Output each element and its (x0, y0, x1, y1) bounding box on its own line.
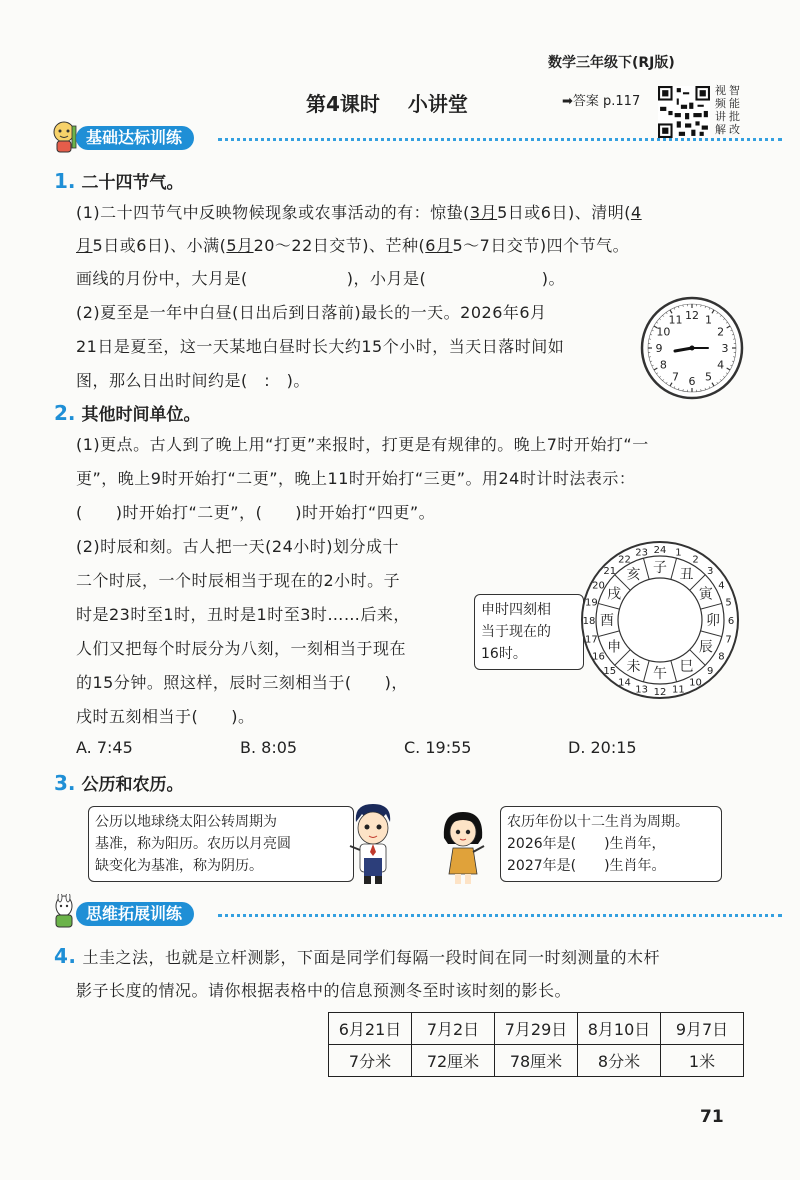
dial-hour-label: 8 (718, 651, 725, 663)
q2-answer-line[interactable]: 戌时五刻相当于( )。 (76, 707, 255, 726)
clock-numeral: 9 (655, 342, 663, 355)
q2-answer-line[interactable]: 的15分钟。照这样，辰时三刻相当于( )， (76, 673, 408, 692)
table-cell: 7分米 (329, 1045, 412, 1077)
clock-numeral: 1 (705, 313, 712, 327)
question-2-title: 2. 其他时间单位。 (54, 401, 201, 425)
book-title: 数学三年级下(RJ版) (548, 55, 675, 71)
option-b[interactable]: B. 8:05 (240, 738, 298, 757)
dial-hour-label: 12 (653, 687, 667, 698)
boy-character-icon (346, 800, 400, 886)
clock-numeral: 7 (672, 370, 679, 384)
clock-numeral: 4 (717, 358, 725, 372)
lunar-calendar-note: 农历年份以十二生肖为周期。 2026年是( )生肖年， 2027年是( )生肖年。 (500, 806, 722, 882)
q2-text-line: 二个时辰，一个时辰相当于现在的2小时。子 (76, 571, 401, 590)
q2-text-line: (2)时辰和刻。古人把一天(24小时)划分成十 (76, 537, 400, 556)
section-title-extend: 思维拓展训练 (76, 902, 194, 926)
table-cell: 6月21日 (329, 1013, 412, 1045)
section-divider (218, 914, 782, 917)
table-row-dates (329, 1013, 744, 1045)
q2-text-line: (1)更点。古人到了晚上用“打更”来报时，打更是有规律的。晚上7时开始打“一 (76, 435, 649, 454)
table-cell: 1米 (661, 1045, 744, 1077)
solar-calendar-note: 公历以地球绕太阳公转周期为 基准，称为阳历。农历以月亮圆 缺变化为基准，称为阴历。 (88, 806, 354, 882)
question-4-line: 4. 土圭之法，也就是立杆测影，下面是同学们每隔一段时间在同一时刻测量的木杆 (54, 944, 661, 968)
dial-hour-label: 16 (592, 651, 605, 663)
page-title (306, 88, 468, 117)
dial-hour-label: 24 (653, 545, 667, 556)
clock-numeral: 11 (668, 313, 683, 327)
dial-hour-label: 17 (585, 634, 598, 646)
q1-text-line: 21日是夏至，这一天某地白昼时长大约15个小时，当天日落时间如 (76, 337, 565, 356)
dial-hour-label: 6 (727, 616, 735, 627)
dial-branch-label: 丑 (679, 567, 694, 584)
clock-numeral: 8 (659, 358, 667, 372)
dial-branch-label: 巳 (679, 658, 694, 675)
dial-branch-label: 卯 (706, 613, 720, 629)
dial-hour-label: 1 (675, 547, 682, 559)
q1-text-line: 月5日或6日)、小满(5月20～22日交节)、芒种(6月5～7日交节)四个节气。 (76, 236, 630, 255)
dial-branch-label: 午 (653, 666, 667, 682)
section-divider (218, 138, 782, 141)
dial-branch-label: 申 (607, 639, 622, 656)
dial-branch-label: 寅 (698, 586, 713, 603)
question-3-title: 3. 公历和农历。 (54, 771, 184, 795)
dial-hour-label: 18 (582, 616, 596, 627)
dial-hour-label: 21 (603, 565, 617, 577)
table-cell: 72厘米 (412, 1045, 495, 1077)
q2-text-line: 更”，晚上9时开始打“二更”，晚上11时开始打“三更”。用24时计时法表示： (76, 469, 636, 488)
dial-hour-label: 3 (707, 565, 714, 577)
dial-hour-label: 23 (635, 547, 648, 559)
lesson-number: 第4课时 (306, 92, 380, 116)
section-banner-basic (46, 124, 786, 154)
dial-branch-label: 酉 (600, 613, 614, 629)
table-cell: 7月2日 (412, 1013, 495, 1045)
dial-branch-label: 未 (626, 658, 641, 675)
clock-numeral: 12 (685, 309, 699, 322)
table-cell: 9月7日 (661, 1013, 744, 1045)
clock-numeral: 3 (721, 342, 729, 355)
dial-hour-label: 20 (592, 580, 605, 592)
q1-answer-line[interactable]: 画线的月份中，大月是( )，小月是( )。 (76, 269, 565, 288)
shichen-dial (580, 540, 740, 700)
section-banner-extend (46, 900, 786, 930)
dial-hour-label: 4 (718, 580, 725, 592)
clock-numeral: 2 (717, 325, 725, 339)
dial-hour-label: 9 (707, 666, 714, 678)
option-a[interactable]: A. 7:45 (76, 738, 133, 757)
dial-inner-ring (618, 578, 702, 662)
clock-numeral: 10 (656, 325, 671, 339)
shadow-length-table (328, 1012, 744, 1077)
option-c[interactable]: C. 19:55 (404, 738, 472, 757)
table-cell: 7月29日 (495, 1013, 578, 1045)
table-cell: 8月10日 (578, 1013, 661, 1045)
dial-hour-label: 7 (725, 634, 732, 646)
answer-reference: ➡答案 p.117 (562, 94, 641, 109)
dial-hour-label: 14 (618, 677, 631, 689)
dial-hour-label: 15 (603, 666, 617, 678)
table-row-lengths (329, 1045, 744, 1077)
clock-numeral: 5 (705, 370, 712, 384)
q1-text-line: (2)夏至是一年中白昼(日出后到日落前)最长的一天。2026年6月 (76, 303, 547, 322)
question-4-line: 影子长度的情况。请你根据表格中的信息预测冬至时该时刻的影长。 (76, 981, 572, 1000)
q2-text-line: 时是23时至1时，丑时是1时至3时……后来， (76, 605, 410, 624)
q2-answer-line[interactable]: ( )时开始打“二更”，( )时开始打“四更”。 (76, 503, 436, 522)
dial-hour-label: 2 (692, 554, 699, 566)
dial-hour-label: 10 (689, 677, 702, 689)
table-cell: 8分米 (578, 1045, 661, 1077)
dial-branch-label: 子 (653, 560, 667, 576)
dial-hour-label: 22 (618, 554, 631, 566)
girl-character-icon (438, 808, 488, 886)
lesson-title: 小讲堂 (407, 92, 468, 116)
table-cell: 78厘米 (495, 1045, 578, 1077)
qr-caption: 视 频 讲 解 智 能 批 改 (715, 84, 740, 136)
clock-numeral: 6 (688, 375, 696, 388)
question-1-title: 1. 二十四节气。 (54, 169, 184, 193)
hint-note: 申时四刻相 当于现在的 16时。 (474, 594, 584, 670)
q1-answer-line[interactable]: 图，那么日出时间约是( : )。 (76, 371, 310, 390)
dial-hour-label: 5 (725, 597, 732, 609)
dial-hour-label: 13 (635, 684, 648, 696)
q1-text-line: (1)二十四节气中反映物候现象或农事活动的有：惊蛰(3月5日或6日)、清明(4 (76, 203, 642, 222)
dial-branch-label: 亥 (626, 567, 641, 584)
q2-text-line: 人们又把每个时辰分为八刻，一刻相当于现在 (76, 639, 407, 658)
option-d[interactable]: D. 20:15 (568, 738, 637, 757)
clock-center (690, 346, 695, 351)
page-number: 71 (700, 1107, 724, 1127)
dial-hour-label: 11 (672, 684, 685, 696)
sunset-clock (640, 296, 744, 400)
section-title-basic: 基础达标训练 (76, 126, 194, 150)
dial-branch-label: 辰 (698, 639, 713, 656)
dial-hour-label: 19 (585, 597, 598, 609)
dial-branch-label: 戌 (607, 586, 622, 603)
